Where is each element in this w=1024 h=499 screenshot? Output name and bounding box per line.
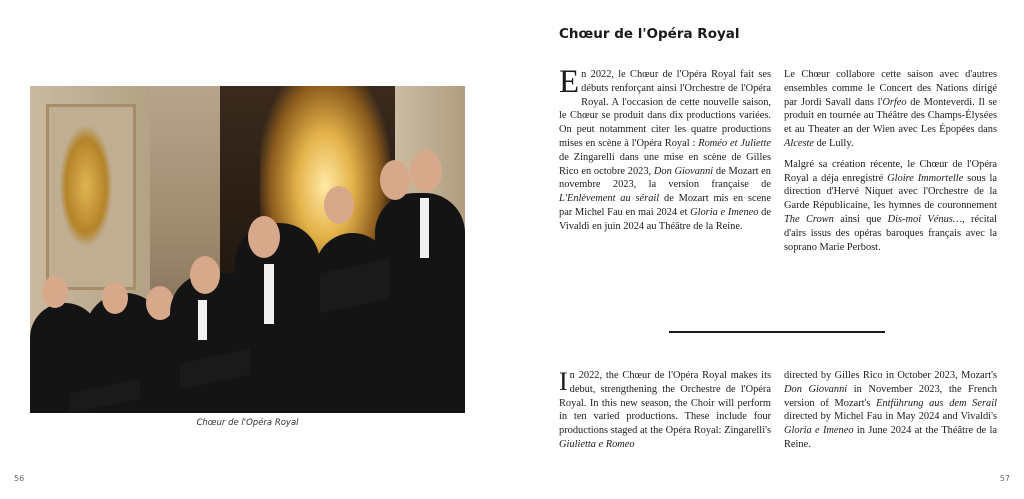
italic-title: Dis-moi Vénus… [887,213,963,225]
page-title: Chœur de l'Opéra Royal [559,26,740,42]
text-run: in June 2024 at the Théâtre de la Reine. [784,425,997,450]
text-run: , récital d'airs issus des opéras baroques français avec la soprano Marie Perbost. [784,213,998,253]
page-number-left: 56 [14,474,25,483]
text-run: de Mozart en novembre 2023, la version française de [559,165,771,191]
french-column-2 [784,68,997,261]
italic-title: Orfeo [882,96,907,108]
photo-singer-head [324,186,354,224]
text-run: de Vivaldi en juin 2024 au Théâtre de la Reine. [559,206,771,232]
italic-title: Don Giovanni [784,383,848,395]
italic-title: Alceste [784,137,814,149]
choir-photo [30,86,465,413]
text-run: de Mozart mis en scene par Michel Fau en mai 2024 et [559,193,771,218]
drop-cap-english: I [559,367,568,396]
english-column-1 [559,369,771,459]
text-run: directed by Michel Fau in May 2024 and Vivaldi's [784,411,997,423]
text-run: Le Chœur collabore cette saison avec d'autres ensembles comme le Concert des Nations dirigé par Jordi Savall dans l' [784,69,997,108]
drop-cap-french: E [559,64,580,100]
italic-title: Gloire Immortelle [887,172,964,184]
italic-title: Giulietta e Romeo [559,438,635,450]
right-page [512,0,1024,499]
english-paragraph-1 [559,369,771,452]
italic-title: Don Giovanni [653,165,714,177]
italic-title: L'Enlèvement au sérail [559,193,660,205]
photo-singer-head [380,160,410,200]
text-run: n 2022, le Chœur de l'Opéra Royal fait ses débuts renforçant ainsi l'Orchestre de l'Opéra Royal. A l'occasion de cette nouvelle saison, le Chœur se produit dans dix productions variées. On peut notamment citer les quatre productions mises en scène à l'Opéra Royal : [559,69,771,149]
section-divider [669,331,885,333]
french-paragraph-1-text [559,64,771,232]
italic-title: The Crown [784,213,834,225]
photo-singer-head [248,216,280,258]
text-run: de Lully. [814,137,854,149]
text-run: ainsi que [833,213,888,225]
photo-gold-ornament [60,126,112,246]
french-paragraph-3 [784,158,997,255]
photo-singer-head [42,276,68,308]
photo-singer [235,223,320,413]
italic-title: Entführung aus dem Serail [876,397,997,409]
text-run: de Zingarelli dans une mise en scène de Gilles Rico en octobre 2023, [559,151,771,177]
text-run: n 2022, the Chœur de l'Opéra Royal makes its debut, strengthening the Orchestre de l'Opéra Royal. In this new season, the Choir will perform in ten varied productions. These include four productions staged at the Opéra Royal: Zingarelli's [559,370,771,437]
photo-shirt [264,264,274,324]
english-column-2 [784,369,997,459]
photo-shirt [420,198,429,258]
photo-singer-head [102,282,128,314]
photo-shirt [198,300,207,340]
italic-title: Gloria e Imeneo [784,425,854,437]
page-number-right: 57 [999,474,1010,483]
english-paragraph-2 [784,369,997,452]
text-run: directed by Gilles Rico in October 2023, Mozart's [784,370,997,381]
text-run: Malgré sa création récente, le Chœur de l'Opéra Royal a déja enregistré [784,158,997,184]
photo-singer-head [190,256,220,294]
italic-title: Roméo et Juliette [698,137,771,149]
photo-caption: Chœur de l'Opéra Royal [196,418,299,428]
french-paragraph-2 [784,68,997,151]
english-paragraph-1-text [559,367,771,450]
text-run: sous la direction d'Hervé Niquet avec l'Orchestre de la Garde Républicaine, les hymnes de couronnement [784,172,997,212]
italic-title: Gloria e Imeneo [690,206,759,218]
photo-singer-head [410,150,442,192]
text-run: in November 2023, the French version of Mozart's [784,383,997,409]
french-paragraph-1 [559,64,771,234]
french-column-1 [559,64,771,241]
text-run: de Monteverdi. Il se produit en tournée au Théâtre des Champs-Élysées et au Theater an der Wien avec Les Épopées dans [784,96,997,136]
